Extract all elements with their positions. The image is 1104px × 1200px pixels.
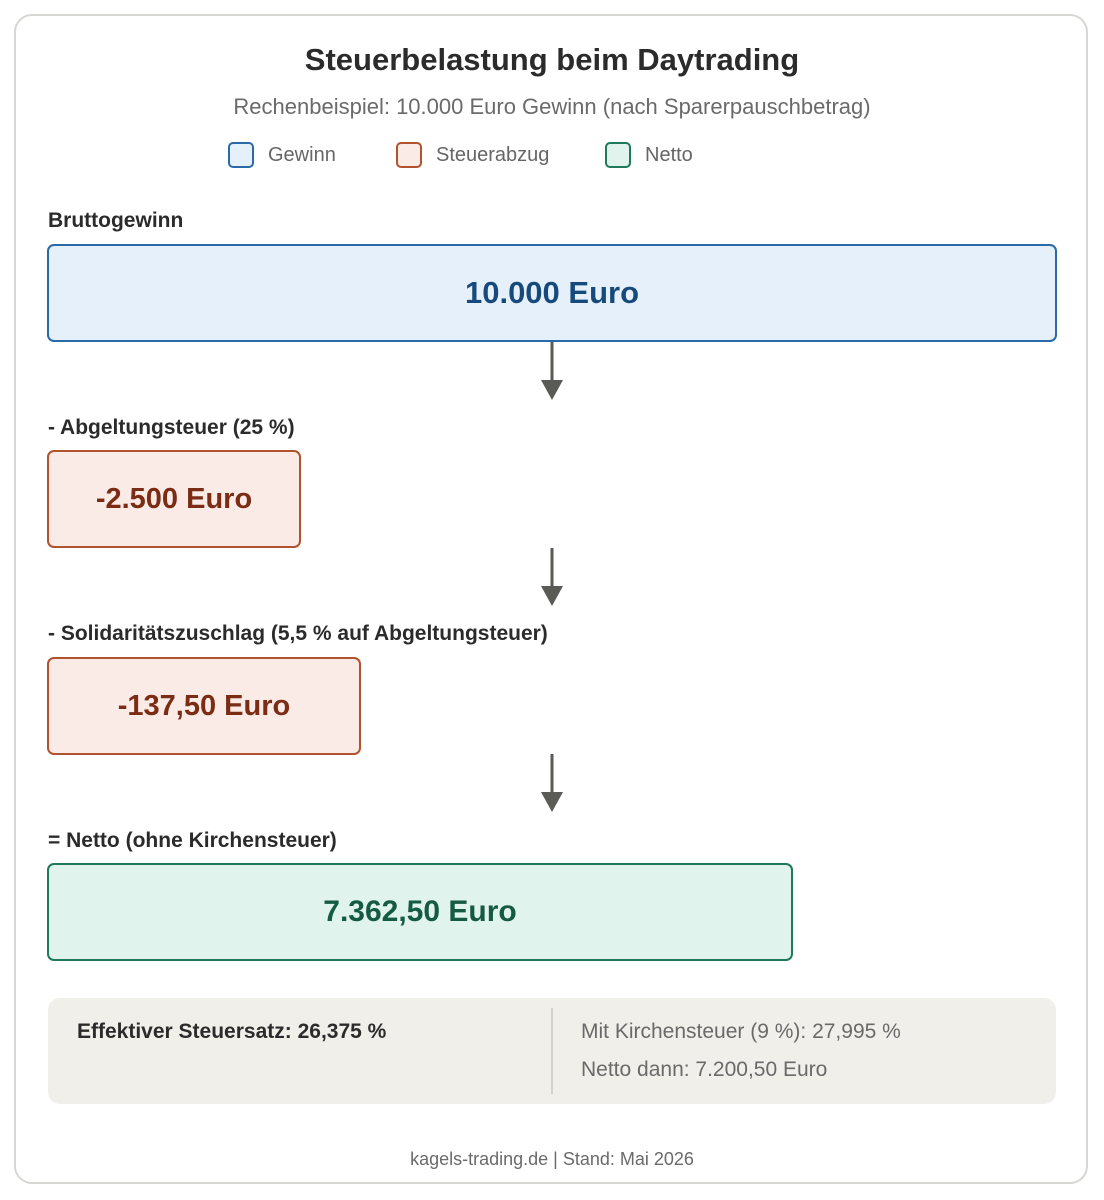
flow-arrow-1 [540, 342, 564, 402]
step-value-abgeltungsteuer: -2.500 Euro [95, 482, 253, 515]
step-box-solidaritaetszuschlag [47, 657, 361, 755]
step-box-bruttogewinn [47, 244, 1057, 342]
footer-source: kagels-trading.de | Stand: Mai 2026 [410, 1149, 694, 1169]
step-label-bruttogewinn: Bruttogewinn [48, 209, 184, 232]
effective-tax-rate: Effektiver Steuersatz: 26,375 % [77, 1020, 387, 1043]
summary-panel [48, 998, 1056, 1104]
step-label-netto: = Netto (ohne Kirchensteuer) [48, 829, 337, 852]
church-tax-rate: Mit Kirchensteuer (9 %): 27,995 % [581, 1020, 901, 1043]
step-value-bruttogewinn: 10.000 Euro [464, 275, 640, 310]
step-value-netto: 7.362,50 Euro [323, 895, 517, 928]
step-label-abgeltungsteuer: - Abgeltungsteuer (25 %) [48, 416, 295, 439]
legend-item-netto [605, 140, 693, 170]
church-tax-net: Netto dann: 7.200,50 Euro [581, 1058, 828, 1081]
legend-swatch-gewinn [228, 142, 254, 168]
legend-label-gewinn: Gewinn [268, 143, 336, 166]
flow-arrow-2 [540, 548, 564, 608]
step-box-netto [47, 863, 793, 961]
legend-label-steuerabzug: Steuerabzug [436, 143, 550, 166]
legend-label-netto: Netto [645, 143, 693, 166]
legend-swatch-netto [605, 142, 631, 168]
legend-item-steuerabzug [396, 140, 549, 170]
step-value-solidaritaetszuschlag: -137,50 Euro [117, 689, 291, 722]
step-box-abgeltungsteuer [47, 450, 301, 548]
page-title: Steuerbelastung beim Daytrading [304, 42, 800, 77]
flow-arrow-3 [540, 754, 564, 814]
step-label-solidaritaetszuschlag: - Solidaritätszuschlag (5,5 % auf Abgeltungsteuer) [48, 622, 548, 645]
legend-item-gewinn [228, 140, 336, 170]
page-subtitle: Rechenbeispiel: 10.000 Euro Gewinn (nach Sparerpauschbetrag) [233, 94, 871, 119]
legend-swatch-steuerabzug [396, 142, 422, 168]
summary-divider [551, 1008, 553, 1094]
